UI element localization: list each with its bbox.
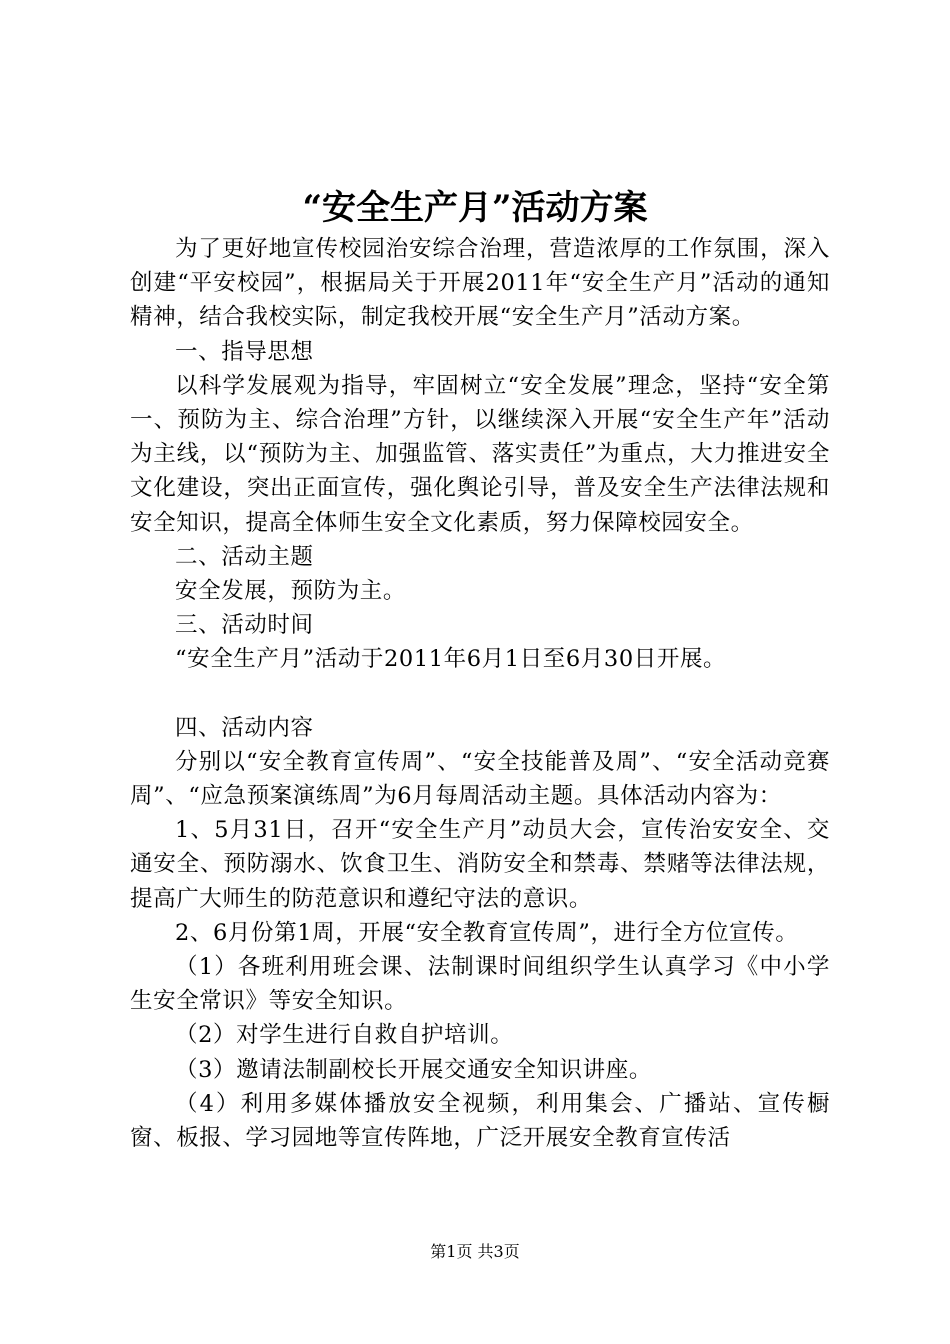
document-title: “安全生产月”活动方案 bbox=[302, 188, 648, 228]
section-heading-guiding-thought: 一、指导思想 bbox=[175, 338, 314, 365]
content-intro-paragraph: 分别以“安全教育宣传周”、“安全技能普及周”、“安全活动竞赛周”、“应急预案演练周”为6月每周活动主题。具体活动内容为： bbox=[130, 748, 830, 810]
document-body bbox=[130, 232, 830, 1155]
theme-paragraph: 安全发展，预防为主。 bbox=[175, 578, 407, 605]
section-heading-theme: 二、活动主题 bbox=[175, 543, 314, 570]
content-subitem-4: （4）利用多媒体播放安全视频，利用集会、广播站、宣传橱窗、板报、学习园地等宣传阵地，广泛开展安全教育宣传活 bbox=[130, 1090, 830, 1152]
content-subitem-2: （2）对学生进行自救自护培训。 bbox=[175, 1022, 514, 1049]
page-footer: 第1页 共3页 bbox=[430, 1242, 520, 1261]
content-item-2: 2、6月份第1周，开展“安全教育宣传周”，进行全方位宣传。 bbox=[175, 919, 799, 946]
content-subitem-1: （1）各班利用班会课、法制课时间组织学生认真学习《中小学生安全常识》等安全知识。 bbox=[130, 954, 830, 1015]
intro-paragraph: 为了更好地宣传校园治安综合治理，营造浓厚的工作氛围，深入创建“平安校园”，根据局关于开展2011年“安全生产月”活动的通知精神，结合我校实际，制定我校开展“安全生产月”活动方案。 bbox=[130, 236, 830, 331]
guiding-thought-paragraph: 以科学发展观为指导，牢固树立“安全发展”理念，坚持“安全第一、预防为主、综合治理”方针，以继续深入开展“安全生产年”活动为主线，以“预防为主、加强监管、落实责任”为重点，大力推进安全文化建设，突出正面宣传，强化舆论引导，普及安全生产法律法规和安全知识，提高全体师生安全文化素质，努力保障校园安全。 bbox=[130, 372, 830, 536]
content-item-1: 1、5月31日，召开“安全生产月”动员大会，宣传治安安全、交通安全、预防溺水、饮食卫生、消防安全和禁毒、禁赌等法律法规，提高广大师生的防范意识和遵纪守法的意识。 bbox=[130, 817, 830, 912]
time-paragraph: “安全生产月”活动于2011年6月1日至6月30日开展。 bbox=[175, 646, 727, 673]
content-subitem-3: （3）邀请法制副校长开展交通安全知识讲座。 bbox=[175, 1056, 652, 1083]
section-heading-time: 三、活动时间 bbox=[175, 612, 314, 639]
section-heading-content: 四、活动内容 bbox=[175, 714, 314, 741]
